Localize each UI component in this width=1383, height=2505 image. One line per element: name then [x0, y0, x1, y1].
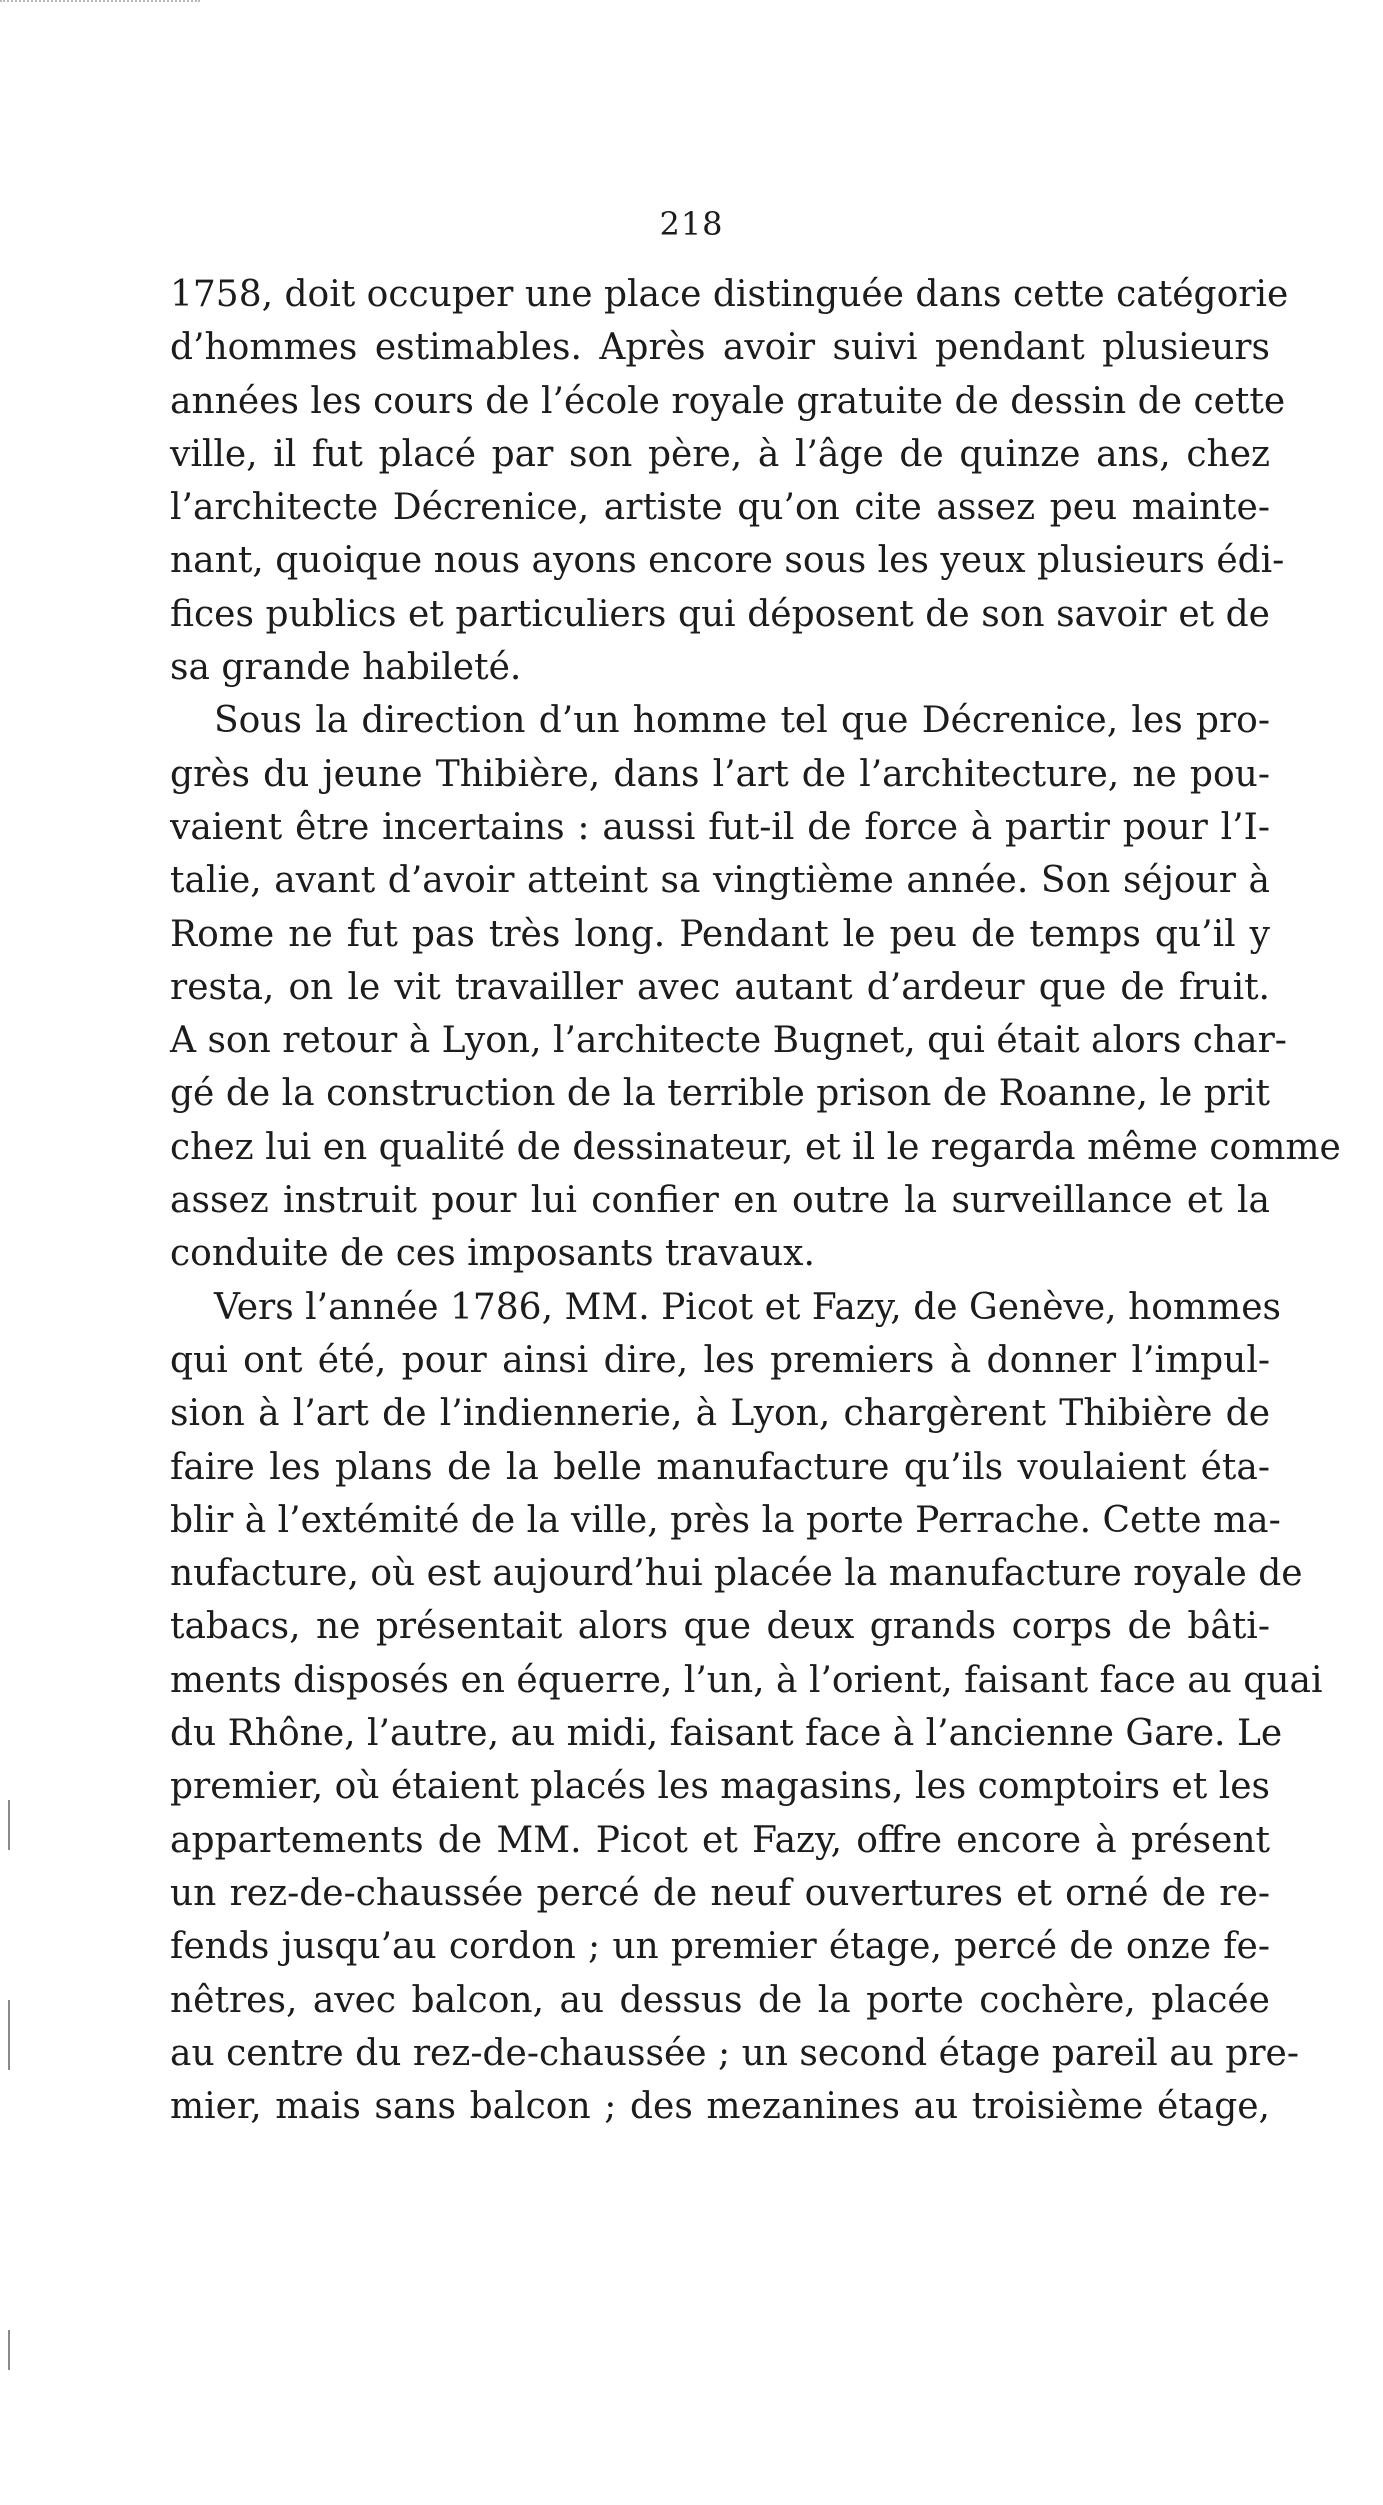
text-line: A son retour à Lyon, l’architecte Bugnet, qui était alors char-	[170, 1020, 1287, 1062]
text-line: 1758, doit occuper une place distinguée dans cette catégorie	[170, 274, 1289, 315]
text-line: appartements de MM. Picot et Fazy, offre encore à présent	[170, 1819, 1270, 1861]
text-line: grès du jeune Thibière, dans l’art de l’architecture, ne pou-	[170, 753, 1270, 795]
text-line: Sous la direction d’un homme tel que Décrenice, les pro-	[214, 700, 1270, 742]
text-line: nêtres, avec balcon, au dessus de la porte cochère, placée	[170, 1979, 1270, 2021]
text-line: chez lui en qualité de dessinateur, et il le regarda même comme	[170, 1126, 1341, 1168]
text-line: nufacture, où est aujourd’hui placée la manufacture royale de	[170, 1553, 1303, 1595]
top-scan-rule	[0, 0, 200, 2]
text-line: sion à l’art de l’indiennerie, à Lyon, chargèrent Thibière de	[170, 1393, 1270, 1435]
page-number: 218	[659, 205, 724, 243]
text-line: ments disposés en équerre, l’un, à l’orient, faisant face au quai	[170, 1659, 1323, 1701]
text-line: premier, où étaient placés les magasins, les comptoirs et les	[170, 1766, 1270, 1808]
text-line: vaient être incertains : aussi fut-il de force à partir pour l’I-	[170, 806, 1270, 848]
text-line: qui ont été, pour ainsi dire, les premiers à donner l’impul-	[170, 1339, 1270, 1381]
text-line: resta, on le vit travailler avec autant d’ardeur que de fruit.	[170, 966, 1270, 1008]
text-line: gé de la construction de la terrible prison de Roanne, le prit	[170, 1073, 1270, 1115]
text-line: faire les plans de la belle manufacture qu’ils voulaient éta-	[170, 1446, 1270, 1488]
margin-scan-mark	[8, 1800, 10, 1850]
text-line: conduite de ces imposants travaux.	[170, 1233, 815, 1275]
text-line: assez instruit pour lui confier en outre la surveillance et la	[170, 1180, 1270, 1222]
text-line: du Rhône, l’autre, au midi, faisant face à l’ancienne Gare. Le	[170, 1713, 1283, 1755]
text-line: blir à l’extémité de la ville, près la porte Perrache. Cette ma-	[170, 1499, 1281, 1541]
text-line: talie, avant d’avoir atteint sa vingtième année. Son séjour à	[170, 860, 1270, 902]
text-line: tabacs, ne présentait alors que deux grands corps de bâti-	[170, 1606, 1270, 1648]
text-line: nant, quoique nous ayons encore sous les yeux plusieurs édi-	[170, 540, 1285, 582]
text-line: l’architecte Décrenice, artiste qu’on cite assez peu mainte-	[170, 487, 1270, 529]
text-line: au centre du rez-de-chaussée ; un second étage pareil au pre-	[170, 2032, 1300, 2074]
text-line: fices publics et particuliers qui déposent de son savoir et de	[170, 593, 1270, 635]
text-line: Rome ne fut pas très long. Pendant le peu de temps qu’il y	[170, 913, 1270, 955]
text-line: Vers l’année 1786, MM. Picot et Fazy, de Genève, hommes	[214, 1286, 1281, 1328]
text-line: un rez-de-chaussée percé de neuf ouvertures et orné de re-	[170, 1872, 1270, 1914]
text-line: fends jusqu’au cordon ; un premier étage, percé de onze fe-	[170, 1926, 1270, 1968]
body-text	[170, 268, 1341, 2133]
margin-scan-mark	[8, 2330, 10, 2370]
text-line: sa grande habileté.	[170, 647, 522, 689]
text-line: mier, mais sans balcon ; des mezanines au troisième étage,	[170, 2086, 1270, 2128]
text-line: années les cours de l’école royale gratuite de dessin de cette	[170, 380, 1286, 422]
margin-scan-mark	[8, 2000, 10, 2070]
text-line: d’hommes estimables. Après avoir suivi pendant plusieurs	[170, 327, 1270, 369]
text-line: ville, il fut placé par son père, à l’âge de quinze ans, chez	[170, 433, 1270, 475]
